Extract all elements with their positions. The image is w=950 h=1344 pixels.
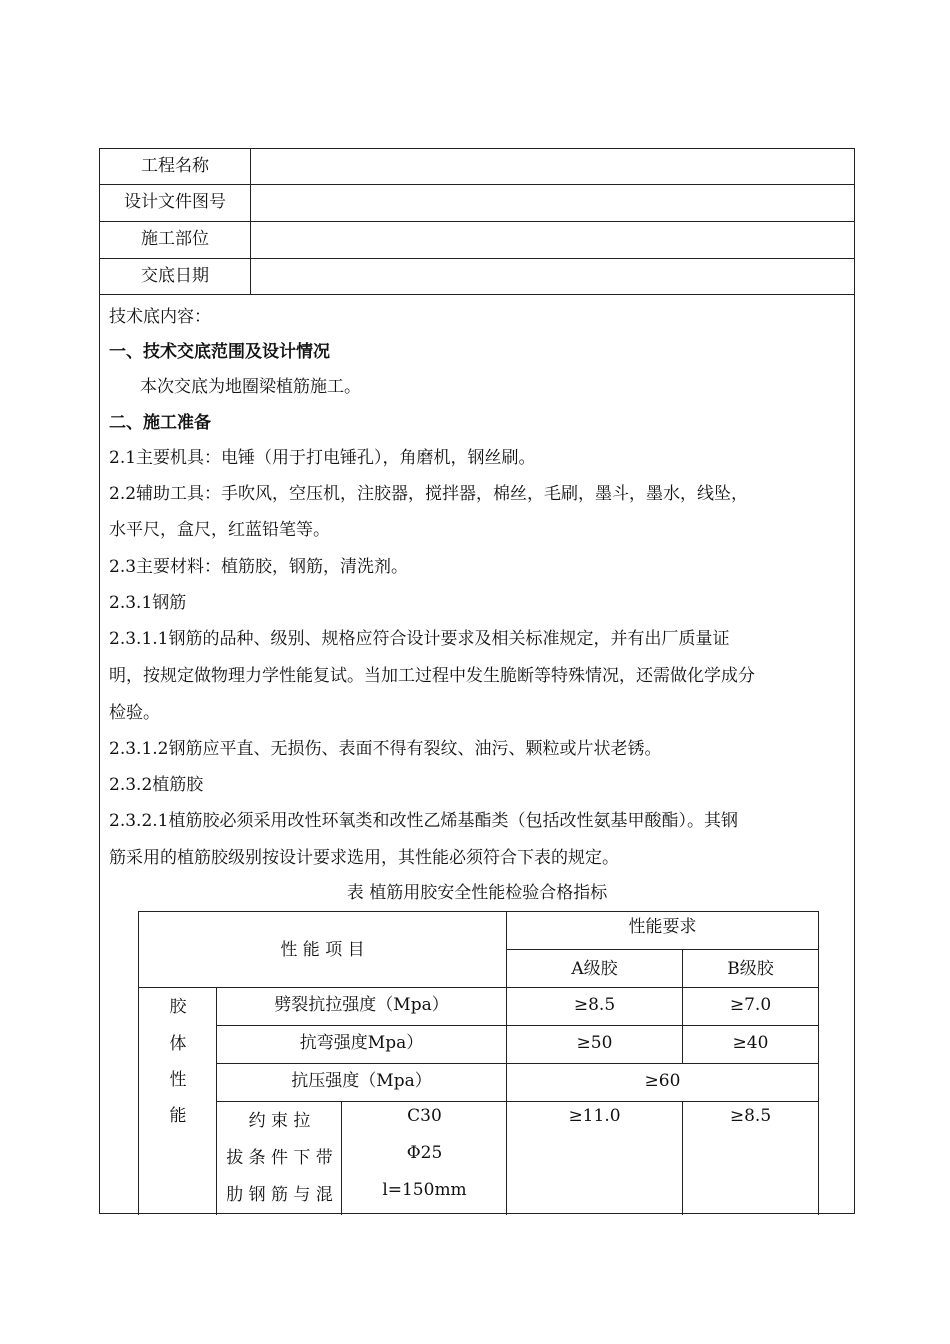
- pullout-spec-diameter: Φ25: [406, 1143, 443, 1163]
- section-1-text: 本次交底为地圈梁植筋施工。: [140, 377, 361, 397]
- row-splitting-tensile-b: ≥7.0: [683, 988, 819, 1026]
- group-char-1: 胶: [169, 997, 187, 1017]
- row-compressive-merged: ≥60: [507, 1064, 819, 1102]
- header-row-project-name: [100, 149, 854, 185]
- pullout-spec-length: l=150mm: [382, 1180, 467, 1200]
- group-char-4: 能: [169, 1106, 187, 1126]
- header-requirement-cell: 性能要求: [507, 911, 819, 950]
- paragraph-2-2-line2: 水平尺，盒尺，红蓝铅笔等。: [109, 520, 330, 540]
- content-heading: 技术底内容：: [109, 307, 211, 327]
- drawing-number-value[interactable]: [251, 185, 854, 221]
- pullout-condition-line2: 拔 条 件 下 带: [226, 1148, 333, 1168]
- project-name-label: 工程名称: [100, 149, 251, 184]
- paragraph-2-3-1-1-line3: 检验。: [109, 703, 160, 723]
- section-2-title: 二、施工准备: [109, 413, 211, 433]
- pullout-condition-line3: 肋 钢 筋 与 混: [226, 1185, 333, 1205]
- paragraph-2-1: 2.1主要机具：电锤（用于打电锤孔），角磨机，钢丝刷。: [109, 448, 536, 468]
- paragraph-2-3-1-1-line2: 明，按规定做物理力学性能复试。当加工过程中发生脆断等特殊情况，还需做化学成分: [109, 666, 755, 686]
- project-name-value[interactable]: [251, 149, 854, 184]
- row-pullout-a: ≥11.0: [507, 1102, 683, 1215]
- adhesive-performance-table: [138, 911, 819, 1215]
- group-char-3: 性: [169, 1070, 187, 1090]
- row-bending-a: ≥50: [507, 1026, 683, 1064]
- header-row-construction-part: [100, 222, 854, 259]
- paragraph-2-3-1-1-line1: 2.3.1.1钢筋的品种、级别、规格应符合设计要求及相关标准规定，并有出厂质量证: [109, 629, 730, 649]
- pullout-condition-line1: 约 束 拉: [248, 1111, 311, 1131]
- technical-disclosure-form: [99, 148, 855, 1214]
- header-item-cell: 性 能 项 目: [138, 911, 507, 988]
- row-splitting-tensile-item: 劈裂抗拉强度（Mpa）: [217, 988, 507, 1026]
- grade-a-header: A级胶: [507, 950, 683, 988]
- row-splitting-tensile-a: ≥8.5: [507, 988, 683, 1026]
- paragraph-2-3: 2.3主要材料：植筋胶，钢筋，清洗剂。: [109, 557, 409, 577]
- construction-part-label: 施工部位: [100, 222, 251, 258]
- row-pullout-spec: [342, 1102, 507, 1215]
- drawing-number-label: 设计文件图号: [100, 185, 251, 221]
- group-char-2: 体: [169, 1034, 187, 1054]
- row-bending-item: 抗弯强度Mpa）: [217, 1026, 507, 1064]
- disclosure-date-label: 交底日期: [100, 259, 251, 294]
- header-row-disclosure-date: [100, 259, 854, 295]
- row-bending-b: ≥40: [683, 1026, 819, 1064]
- table-caption: 表 植筋用胶安全性能检验合格指标: [346, 883, 608, 903]
- construction-part-value[interactable]: [251, 222, 854, 258]
- paragraph-2-3-2-1-line2: 筋采用的植筋胶级别按设计要求选用，其性能必须符合下表的规定。: [109, 848, 619, 868]
- header-row-drawing-number: [100, 185, 854, 222]
- paragraph-2-3-2: 2.3.2植筋胶: [109, 775, 204, 795]
- paragraph-2-3-2-1-line1: 2.3.2.1植筋胶必须采用改性环氧类和改性乙烯基酯类（包括改性氨基甲酸酯）。其钢: [109, 811, 738, 831]
- grade-b-header: B级胶: [683, 950, 819, 988]
- paragraph-2-3-1-2: 2.3.1.2钢筋应平直、无损伤、表面不得有裂纹、油污、颗粒或片状老锈。: [109, 739, 662, 759]
- row-compressive-item: 抗压强度（Mpa）: [217, 1064, 507, 1102]
- colloid-performance-group: [138, 988, 217, 1215]
- pullout-spec-concrete: C30: [407, 1106, 442, 1126]
- row-pullout-condition: [217, 1102, 342, 1215]
- disclosure-date-value[interactable]: [251, 259, 854, 294]
- row-pullout-b: ≥8.5: [683, 1102, 819, 1215]
- paragraph-2-2-line1: 2.2辅助工具：手吹风，空压机，注胶器，搅拌器，棉丝，毛刷，墨斗，墨水，线坠，: [109, 484, 749, 504]
- section-1-title: 一、技术交底范围及设计情况: [109, 342, 330, 362]
- paragraph-2-3-1: 2.3.1钢筋: [109, 593, 187, 613]
